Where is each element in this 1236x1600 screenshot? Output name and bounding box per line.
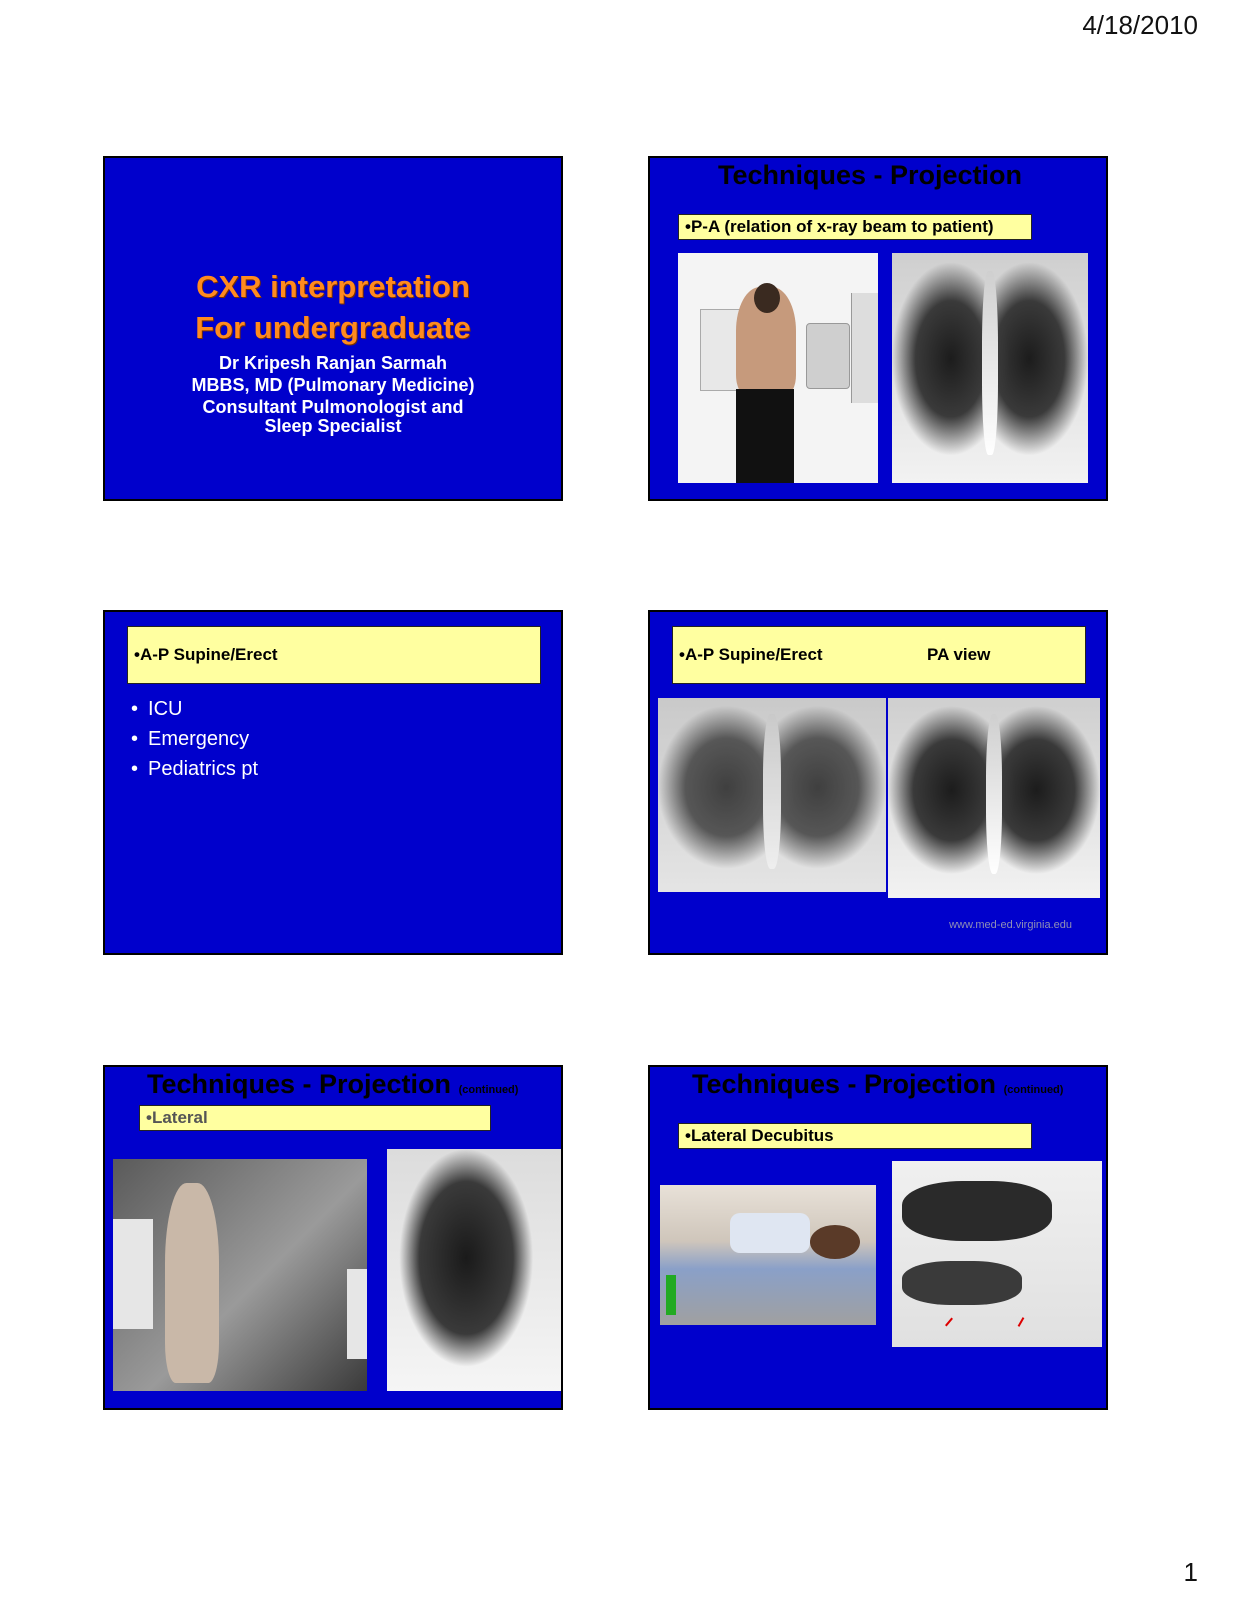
- author-name: Dr Kripesh Ranjan Sarmah: [218, 353, 448, 373]
- title-line-2: For undergraduate: [195, 310, 471, 345]
- slide-5-lateral: [103, 1065, 563, 1410]
- ap-label: •A-P Supine/Erect: [679, 645, 823, 664]
- slide-5-title: [147, 1069, 518, 1100]
- pa-chest-xray: [888, 698, 1100, 898]
- author-role: Consultant Pulmonologist and: [202, 397, 464, 417]
- ap-chest-xray: [658, 698, 886, 892]
- lateral-positioning-photo: [113, 1159, 367, 1391]
- list-item: • Pediatrics pt: [131, 754, 258, 784]
- slide-5-label-box: •Lateral: [139, 1105, 491, 1131]
- slide-2-title: Techniques - Projection: [718, 160, 1023, 190]
- list-item: • Emergency: [131, 724, 258, 754]
- slide-6-title-text: Techniques - Projection: [692, 1069, 997, 1099]
- slide-5-title-suffix: (continued): [458, 1084, 519, 1096]
- slide-3-label-box: •A-P Supine/Erect: [127, 626, 541, 684]
- slide-5-title-text: Techniques - Projection: [147, 1069, 452, 1099]
- slide-3-ap-indications: [103, 610, 563, 955]
- decubitus-positioning-photo: [660, 1185, 876, 1325]
- source-credit: www.med-ed.virginia.edu: [949, 919, 1072, 931]
- lateral-chest-xray: [387, 1149, 563, 1391]
- slide-6-label-box: •Lateral Decubitus: [678, 1123, 1032, 1149]
- author-role-2: Sleep Specialist: [264, 416, 402, 436]
- pa-positioning-photo: [678, 253, 878, 483]
- pa-chest-xray: [892, 253, 1088, 483]
- pa-label: PA view: [927, 645, 991, 664]
- slide-6-title: [692, 1069, 1063, 1100]
- author-degree: MBBS, MD (Pulmonary Medicine): [191, 375, 475, 395]
- indication-list: [131, 694, 258, 784]
- decubitus-chest-xray: [892, 1161, 1102, 1347]
- slide-4-ap-vs-pa: [648, 610, 1108, 955]
- slide-2-pa-projection: [648, 156, 1108, 501]
- page-date: 4/18/2010: [1082, 10, 1198, 40]
- slide-4-label-box: [672, 626, 1086, 684]
- page-number: 1: [1183, 1557, 1198, 1587]
- slide-2-label-box: •P-A (relation of x-ray beam to patient): [678, 214, 1032, 240]
- list-item: • ICU: [131, 694, 258, 724]
- slide-6-title-suffix: (continued): [1003, 1084, 1064, 1096]
- author-block: [105, 352, 561, 434]
- slide-6-lateral-decubitus: [648, 1065, 1108, 1410]
- title-line-1: CXR interpretation: [196, 269, 470, 304]
- slide-1-title: [103, 156, 563, 501]
- slide-1-heading: [105, 266, 561, 348]
